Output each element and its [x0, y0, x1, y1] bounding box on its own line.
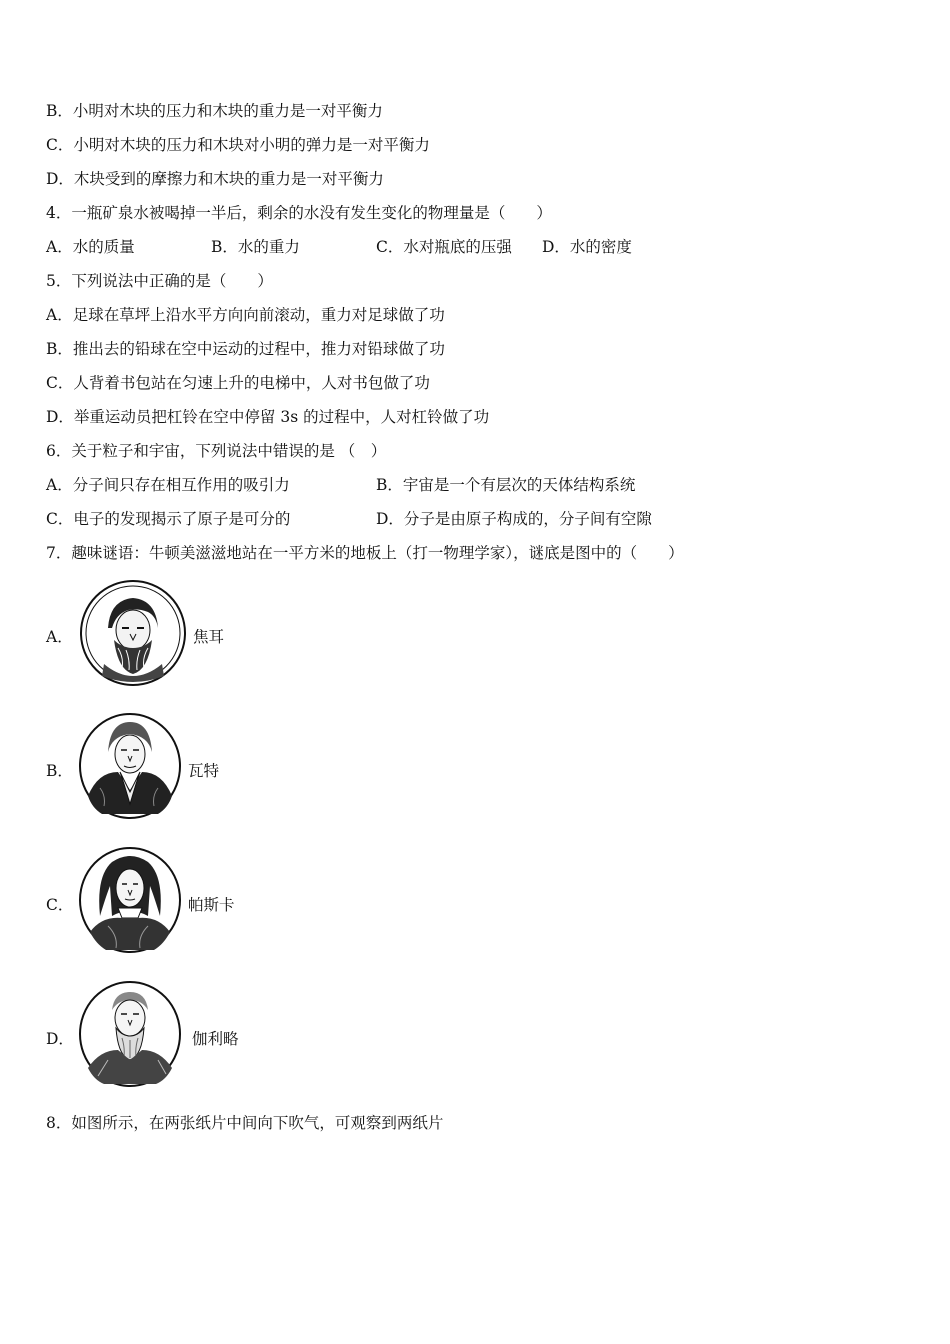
q5-option-a: A．足球在草坪上沿水平方向向前滚动，重力对足球做了功: [46, 306, 445, 324]
q3-option-d: D．木块受到的摩擦力和木块的重力是一对平衡力: [46, 170, 384, 188]
q3-option-b: B．小明对木块的压力和木块的重力是一对平衡力: [46, 102, 383, 120]
q7-option-letter: B．: [46, 762, 73, 780]
q7-option-name: 瓦特: [188, 762, 220, 780]
q6-option-c: C．电子的发现揭示了原子是可分的: [46, 510, 291, 528]
q7-option-d: [46, 980, 446, 1090]
q4-option-c: C．水对瓶底的压强: [376, 238, 512, 256]
q7-option-letter: C．: [46, 896, 74, 914]
q4-option-a: A．水的质量: [46, 238, 135, 256]
portrait-pascal-icon: [78, 846, 183, 954]
q4-stem: 4．一瓶矿泉水被喝掉一半后，剩余的水没有发生变化的物理量是（ ）: [46, 204, 552, 222]
q4-option-d: D．水的密度: [542, 238, 632, 256]
q4-option-b: B．水的重力: [211, 238, 300, 256]
q6-stem: 6．关于粒子和宇宙，下列说法中错误的是 （ ）: [46, 442, 387, 460]
q7-option-a: [46, 578, 446, 688]
q8-stem: 8．如图所示，在两张纸片中间向下吹气，可观察到两纸片: [46, 1114, 444, 1132]
portrait-watt-icon: [78, 712, 183, 820]
q6-option-a: A．分子间只存在相互作用的吸引力: [46, 476, 290, 494]
q7-option-c: [46, 846, 446, 956]
q7-option-name: 伽利略: [192, 1030, 239, 1048]
q6-option-d: D．分子是由原子构成的，分子间有空隙: [376, 510, 652, 528]
q7-option-letter: D．: [46, 1030, 74, 1048]
q3-option-c: C．小明对木块的压力和木块对小明的弹力是一对平衡力: [46, 136, 430, 154]
q7-option-name: 帕斯卡: [188, 896, 235, 914]
q7-stem: 7．趣味谜语：牛顿美滋滋地站在一平方米的地板上（打一物理学家），谜底是图中的（ ）: [46, 544, 684, 562]
q7-option-letter: A．: [46, 628, 73, 646]
q5-stem: 5．下列说法中正确的是（ ）: [46, 272, 273, 290]
q7-option-name: 焦耳: [193, 628, 225, 646]
q5-option-c: C．人背着书包站在匀速上升的电梯中，人对书包做了功: [46, 374, 430, 392]
q6-option-b: B．宇宙是一个有层次的天体结构系统: [376, 476, 636, 494]
q7-option-b: [46, 712, 446, 822]
portrait-galileo-icon: [78, 980, 183, 1088]
portrait-joule-icon: [78, 578, 188, 688]
q5-option-d: D．举重运动员把杠铃在空中停留 3s 的过程中，人对杠铃做了功: [46, 408, 490, 426]
q5-option-b: B．推出去的铅球在空中运动的过程中，推力对铅球做了功: [46, 340, 445, 358]
